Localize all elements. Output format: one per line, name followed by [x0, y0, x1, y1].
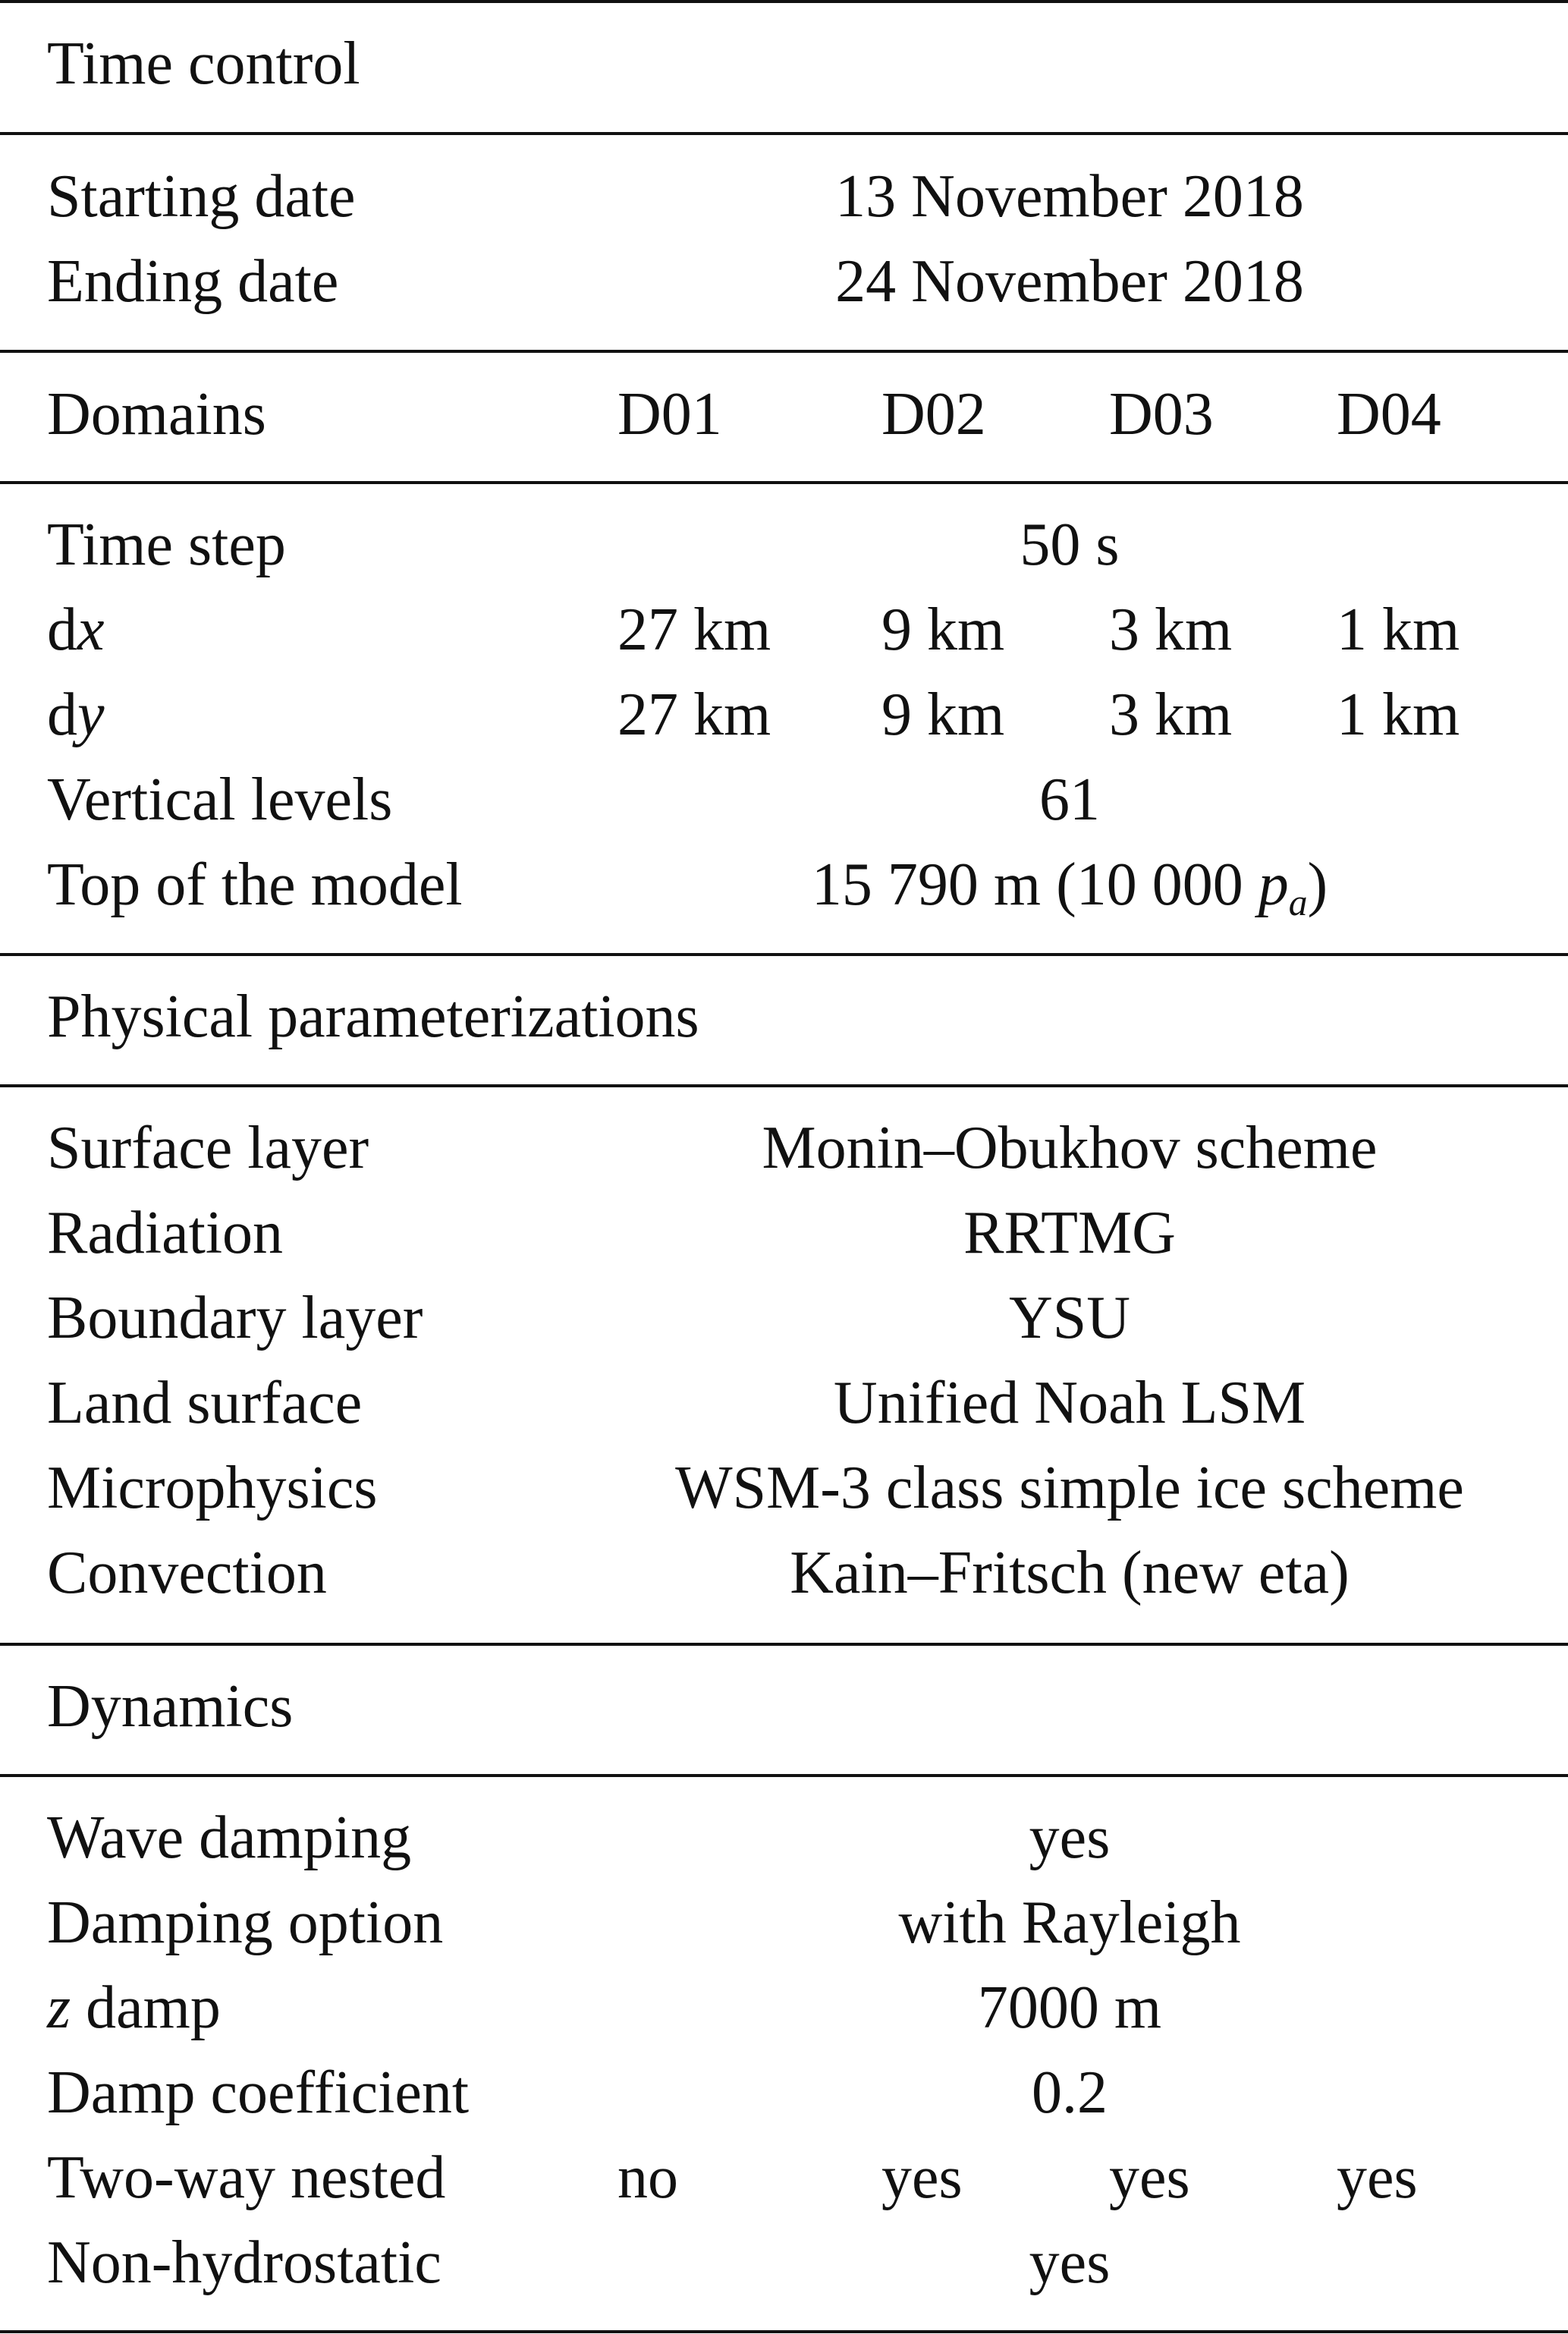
dx-label: dx — [47, 596, 105, 663]
damping-option-label: Damping option — [47, 1889, 444, 1956]
domain-d04: D04 — [1337, 381, 1441, 448]
dx-d01: 27 km — [617, 596, 771, 663]
vertical-levels-value: 61 — [1039, 766, 1100, 833]
time-step-label: Time step — [47, 511, 286, 578]
model-top-label: Top of the model — [47, 851, 463, 918]
dy-d01: 27 km — [617, 681, 771, 748]
non-hydrostatic-label: Non-hydrostatic — [47, 2229, 441, 2296]
non-hydrostatic-value: yes — [1029, 2229, 1111, 2296]
dx-d02: 9 km — [881, 596, 1005, 663]
z-damp-label: z damp — [47, 1974, 221, 2041]
radiation-value: RRTMG — [963, 1200, 1176, 1266]
section-rule — [0, 1774, 1568, 1777]
convection-value: Kain–Fritsch (new eta) — [790, 1540, 1350, 1606]
dy-d03: 3 km — [1109, 681, 1233, 748]
section-rule — [0, 1643, 1568, 1646]
z-damp-value: 7000 m — [977, 1974, 1162, 2041]
domain-d03: D03 — [1109, 381, 1214, 448]
two-way-nested-d04: yes — [1337, 2144, 1418, 2211]
convection-label: Convection — [47, 1540, 327, 1606]
domains-label: Domains — [47, 381, 266, 448]
section-header-time-control: Time control — [47, 30, 360, 97]
boundary-layer-label: Boundary layer — [47, 1285, 423, 1351]
vertical-levels-label: Vertical levels — [47, 766, 393, 833]
radiation-label: Radiation — [47, 1200, 284, 1266]
dy-d02: 9 km — [881, 681, 1005, 748]
wave-damping-label: Wave damping — [47, 1804, 412, 1871]
damp-coefficient-label: Damp coefficient — [47, 2059, 470, 2126]
dx-d03: 3 km — [1109, 596, 1233, 663]
section-rule — [0, 350, 1568, 353]
section-rule — [0, 953, 1568, 956]
damp-coefficient-value: 0.2 — [1032, 2059, 1108, 2126]
microphysics-value: WSM-3 class simple ice scheme — [675, 1455, 1464, 1521]
starting-date-label: Starting date — [47, 163, 356, 230]
boundary-layer-value: YSU — [1008, 1285, 1131, 1351]
two-way-nested-label: Two-way nested — [47, 2144, 446, 2211]
time-step-value: 50 s — [1020, 511, 1120, 578]
domain-d02: D02 — [881, 381, 986, 448]
top-rule — [0, 0, 1568, 3]
land-surface-label: Land surface — [47, 1370, 363, 1436]
dy-d04: 1 km — [1337, 681, 1460, 748]
dx-d04: 1 km — [1337, 596, 1460, 663]
domain-d01: D01 — [617, 381, 722, 448]
section-header-physical: Physical parameterizations — [47, 983, 699, 1050]
ending-date-value: 24 November 2018 — [835, 248, 1304, 315]
microphysics-label: Microphysics — [47, 1455, 378, 1521]
bottom-rule — [0, 2330, 1568, 2333]
two-way-nested-d01: no — [617, 2144, 678, 2211]
section-header-dynamics: Dynamics — [47, 1673, 294, 1740]
surface-layer-value: Monin–Obukhov scheme — [762, 1115, 1378, 1181]
surface-layer-label: Surface layer — [47, 1115, 369, 1181]
two-way-nested-d02: yes — [881, 2144, 963, 2211]
two-way-nested-d03: yes — [1109, 2144, 1190, 2211]
dy-label: dy — [47, 681, 105, 748]
land-surface-value: Unified Noah LSM — [833, 1370, 1306, 1436]
model-top-value: 15 790 m (10 000 $p_a$) — [811, 851, 1328, 923]
wave-damping-value: yes — [1029, 1804, 1111, 1871]
section-rule — [0, 1084, 1568, 1087]
damping-option-value: with Rayleigh — [898, 1889, 1241, 1956]
starting-date-value: 13 November 2018 — [835, 163, 1304, 230]
section-rule — [0, 132, 1568, 135]
ending-date-label: Ending date — [47, 248, 339, 315]
section-rule — [0, 481, 1568, 484]
